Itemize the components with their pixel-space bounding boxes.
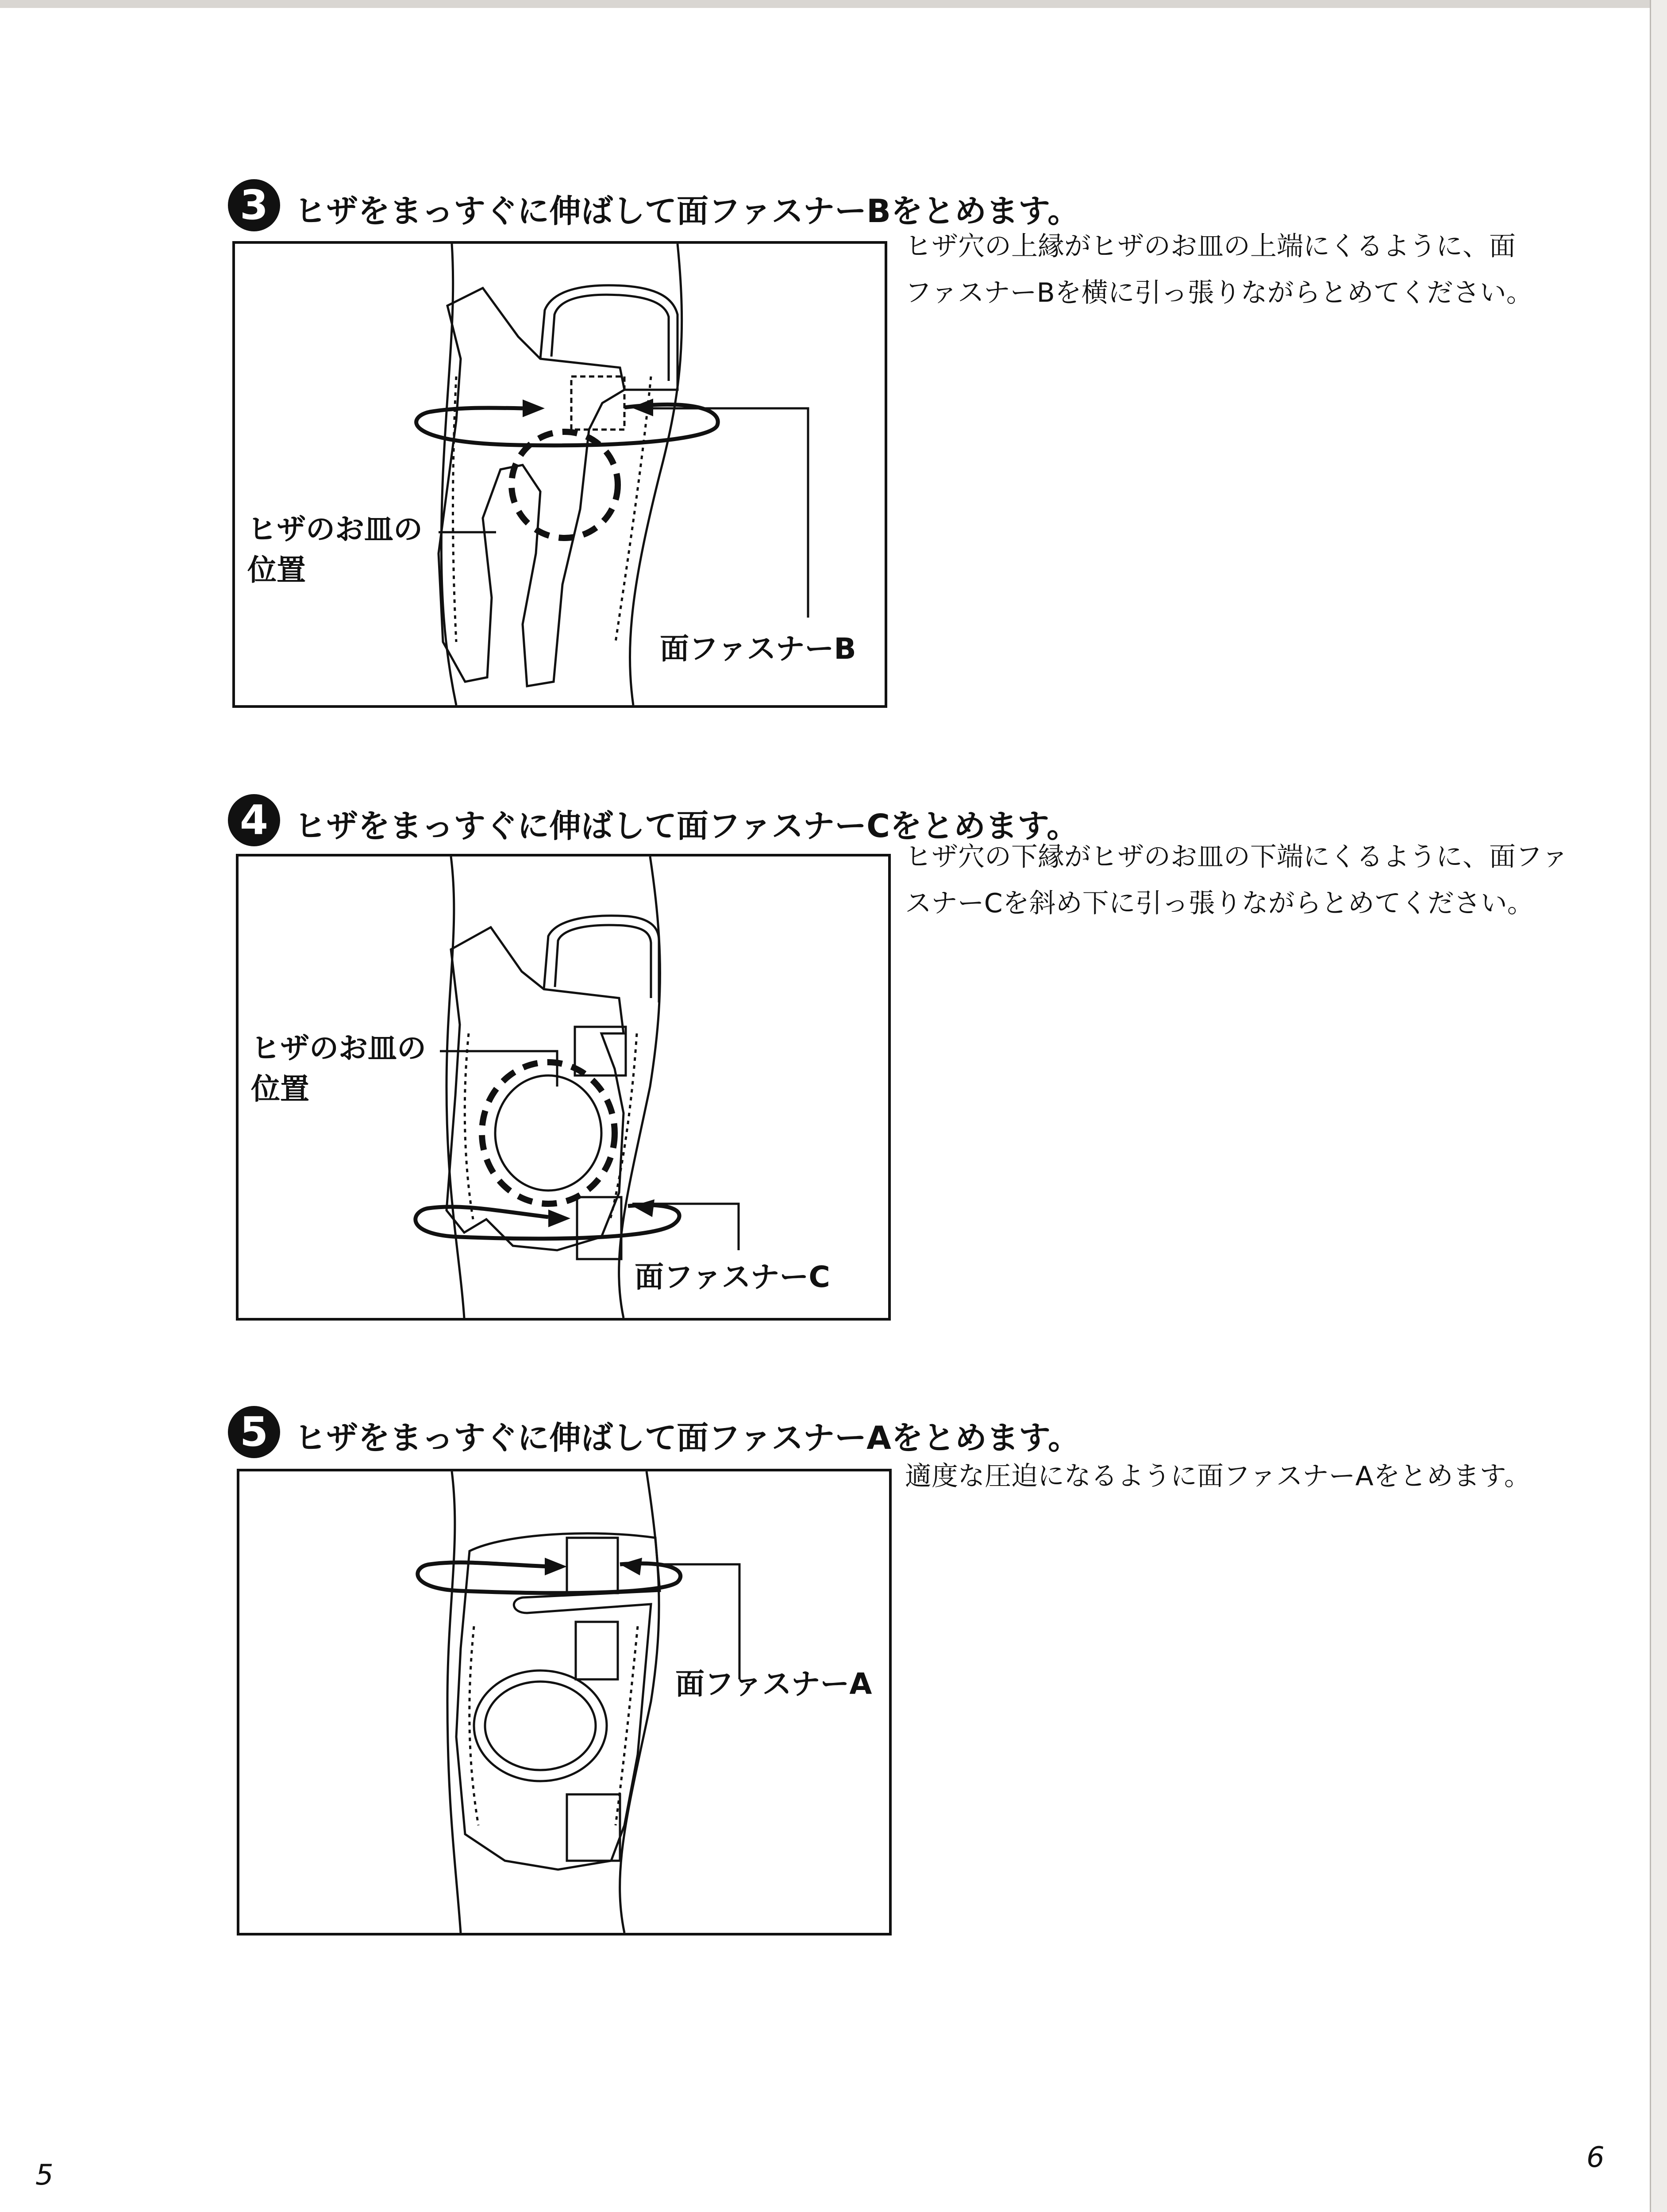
page-fold-edge bbox=[1650, 0, 1667, 2212]
callout-line: ヒザのお皿の bbox=[251, 1031, 426, 1065]
callout-line: 位置 bbox=[247, 553, 306, 587]
step-title: ヒザをまっすぐに伸ばして面ファスナーCをとめます。 bbox=[294, 807, 1079, 845]
step-5-illustration bbox=[237, 1469, 892, 1936]
step-number-badge: 4 bbox=[228, 794, 280, 846]
step-4-illustration bbox=[236, 854, 891, 1321]
step-4-description bbox=[905, 834, 1568, 927]
description-line: ヒザ穴の上縁がヒザのお皿の上端にくるように、面 bbox=[905, 231, 1516, 262]
description-line: 適度な圧迫になるように面ファスナーAをとめます。 bbox=[905, 1461, 1531, 1492]
page-number-left: 5 bbox=[35, 2159, 54, 2192]
scan-top-edge bbox=[0, 0, 1667, 8]
step-3-illustration bbox=[232, 241, 887, 708]
step-title: ヒザをまっすぐに伸ばして面ファスナーBをとめます。 bbox=[294, 192, 1080, 230]
fastener-c-callout: 面ファスナーC bbox=[635, 1260, 830, 1294]
fastener-b-callout: 面ファスナーB bbox=[660, 632, 856, 666]
callout-line: ヒザのお皿の bbox=[247, 512, 423, 546]
description-line: ファスナーBを横に引っ張りながらとめてください。 bbox=[905, 277, 1533, 308]
step-number-badge: 3 bbox=[228, 179, 280, 231]
step-3-description bbox=[905, 223, 1533, 316]
step-5-description bbox=[905, 1453, 1531, 1500]
step-number-badge: 5 bbox=[228, 1406, 280, 1458]
kneecap-position-callout bbox=[251, 1028, 426, 1110]
fastener-a-callout: 面ファスナーA bbox=[675, 1667, 872, 1701]
kneecap-position-callout bbox=[247, 509, 423, 591]
description-line: スナーCを斜め下に引っ張りながらとめてください。 bbox=[905, 888, 1534, 919]
callout-line: 位置 bbox=[251, 1072, 309, 1106]
step-title: ヒザをまっすぐに伸ばして面ファスナーAをとめます。 bbox=[294, 1419, 1080, 1456]
description-line: ヒザ穴の下縁がヒザのお皿の下端にくるように、面ファ bbox=[905, 841, 1568, 872]
page-number-right: 6 bbox=[1586, 2141, 1605, 2174]
